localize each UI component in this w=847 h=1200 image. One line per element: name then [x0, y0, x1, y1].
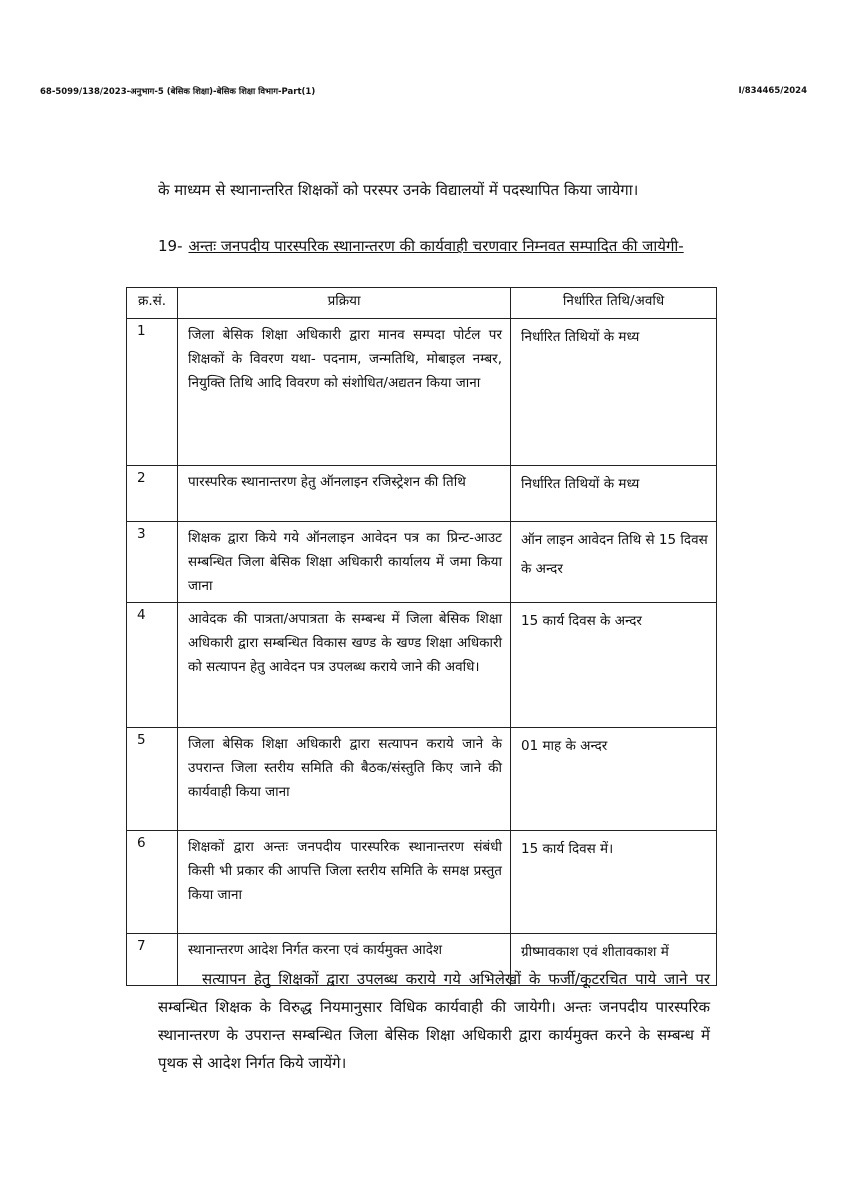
row-serial-no: 4	[127, 603, 178, 728]
row-process: जिला बेसिक शिक्षा अधिकारी द्वारा मानव सम्पदा पोर्टल पर शिक्षकों के विवरण यथा- पदनाम, जन्मतिथि, मोबाइल नम्बर, नियुक्ति तिथि आदि विवरण को संशोधित/अद्यतन किया जाना	[178, 319, 511, 466]
page-header	[40, 86, 807, 102]
row-deadline: ग्रीष्मावकाश एवं शीतावकाश में	[511, 934, 717, 986]
row-deadline: निर्धारित तिथियों के मध्य	[511, 319, 717, 466]
row-process: पारस्परिक स्थानान्तरण हेतु ऑनलाइन रजिस्ट्रेशन की तिथि	[178, 466, 511, 522]
row-serial-no: 5	[127, 728, 178, 831]
header-serial-no: क्र.सं.	[127, 288, 178, 319]
table-row	[127, 522, 717, 603]
document-number: I/834465/2024	[738, 86, 807, 96]
row-process: स्थानान्तरण आदेश निर्गत करना एवं कार्यमुक्त आदेश	[178, 934, 511, 986]
section-heading	[158, 232, 714, 260]
row-process: शिक्षकों द्वारा अन्तः जनपदीय पारस्परिक स्थानान्तरण संबंधी किसी भी प्रकार की आपत्ति जिला स्तरीय समिति के समक्ष प्रस्तुत किया जाना	[178, 831, 511, 934]
procedure-table	[126, 287, 717, 986]
table-header-row	[127, 288, 717, 319]
row-deadline: 15 कार्य दिवस में।	[511, 831, 717, 934]
row-deadline: 01 माह के अन्दर	[511, 728, 717, 831]
row-process: शिक्षक द्वारा किये गये ऑनलाइन आवेदन पत्र का प्रिन्ट-आउट सम्बन्धित जिला बेसिक शिक्षा अधिकारी कार्यालय में जमा किया जाना	[178, 522, 511, 603]
row-serial-no: 3	[127, 522, 178, 603]
closing-paragraph: सत्यापन हेतु शिक्षकों द्वारा उपलब्ध कराये गये अभिलेखों के फर्जी/कूटरचित पाये जाने पर सम्बन्धित शिक्षक के विरुद्ध नियमानुसार विधिक कार्यवाही की जायेगी। अन्तः जनपदीय पारस्परिक स्थानान्तरण के उपरान्त सम्बन्धित जिला बेसिक शिक्षा अधिकारी द्वारा कार्यमुक्त करने के सम्बन्ध में पृथक से आदेश निर्गत किये जायेंगे।	[158, 970, 710, 1072]
table-row	[127, 466, 717, 522]
row-serial-no: 1	[127, 319, 178, 466]
row-serial-no: 7	[127, 934, 178, 986]
table-row	[127, 728, 717, 831]
row-process: आवेदक की पात्रता/अपात्रता के सम्बन्ध में जिला बेसिक शिक्षा अधिकारी द्वारा सम्बन्धित विकास खण्ड के खण्ड शिक्षा अधिकारी को सत्यापन हेतु आवेदन पत्र उपलब्ध कराये जाने की अवधि।	[178, 603, 511, 728]
table-row	[127, 603, 717, 728]
file-reference: 68-5099/138/2023-अनुभाग-5 (बेसिक शिक्षा)-बेसिक शिक्षा विभाग-Part(1)	[40, 87, 316, 97]
row-deadline: 15 कार्य दिवस के अन्दर	[511, 603, 717, 728]
row-serial-no: 6	[127, 831, 178, 934]
row-deadline: ऑन लाइन आवेदन तिथि से 15 दिवस के अन्दर	[511, 522, 717, 603]
section-number: 19-	[158, 237, 183, 255]
row-deadline: निर्धारित तिथियों के मध्य	[511, 466, 717, 522]
section-title: अन्तः जनपदीय पारस्परिक स्थानान्तरण की कार्यवाही चरणवार निम्नवत सम्पादित की जायेगी-	[188, 237, 684, 255]
table-row	[127, 831, 717, 934]
row-process: जिला बेसिक शिक्षा अधिकारी द्वारा सत्यापन कराये जाने के उपरान्त जिला स्तरीय समिति की बैठक/संस्तुति किए जाने की कार्यवाही किया जाना	[178, 728, 511, 831]
row-serial-no: 2	[127, 466, 178, 522]
intro-paragraph: के माध्यम से स्थानान्तरित शिक्षकों को परस्पर उनके विद्यालयों में पदस्थापित किया जायेगा।	[158, 181, 639, 199]
header-deadline: निर्धारित तिथि/अवधि	[511, 288, 717, 319]
header-process: प्रक्रिया	[178, 288, 511, 319]
table-row	[127, 319, 717, 466]
